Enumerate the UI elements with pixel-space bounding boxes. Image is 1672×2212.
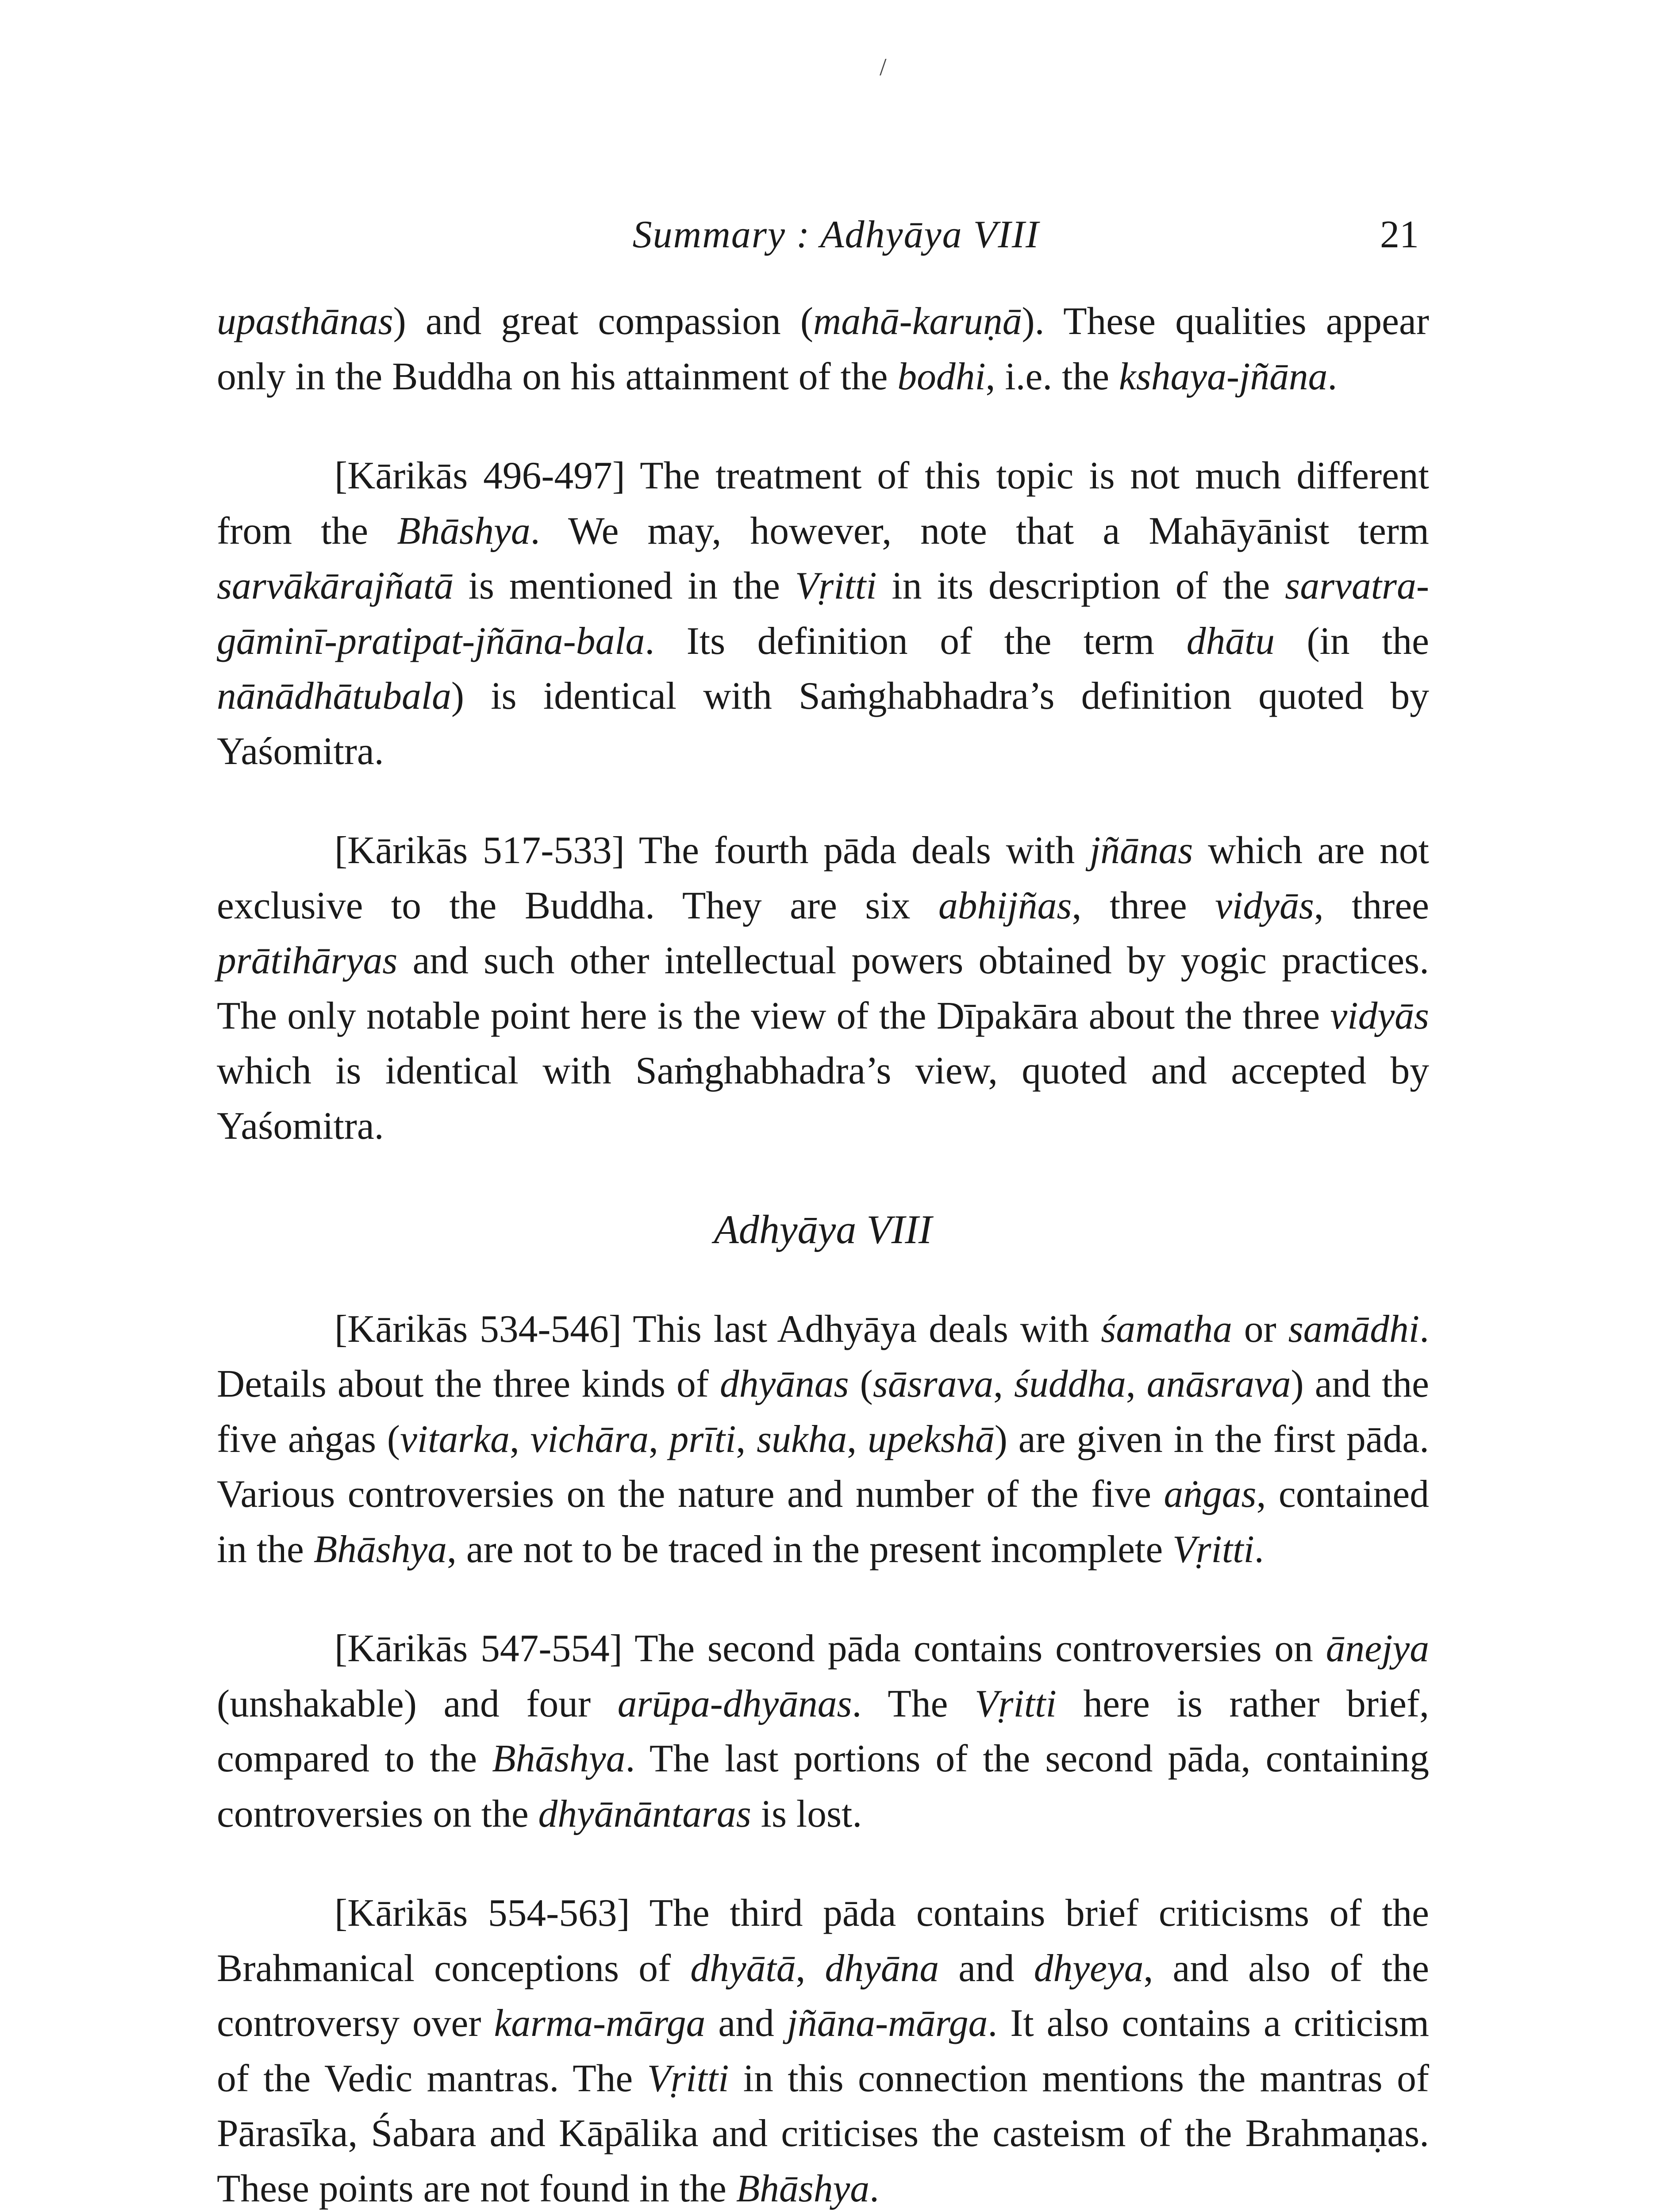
text-run: , contained in the	[217, 1472, 1429, 1571]
text-run: in its description of the	[876, 564, 1285, 607]
text-run: ,	[648, 1417, 669, 1460]
italic-term: upasthānas	[217, 300, 393, 342]
italic-term: vitarka	[400, 1417, 510, 1460]
italic-term: prīti	[669, 1417, 736, 1460]
text-run: ,	[847, 1417, 868, 1460]
text-run: .	[1327, 354, 1338, 398]
text-run: and	[705, 2001, 787, 2044]
page-number: 21	[1380, 213, 1419, 256]
text-run: . The	[852, 1682, 975, 1725]
text-run: [Kārikās 517-533] The fourth pāda deals with	[334, 829, 1090, 872]
italic-term: Vṛitti	[795, 564, 877, 607]
text-run: (	[849, 1362, 873, 1405]
italic-term: jñānas	[1089, 829, 1193, 872]
text-run: .	[869, 2166, 879, 2210]
text-run: ,	[993, 1362, 1015, 1405]
text-run: ,	[796, 1946, 825, 1989]
italic-term: abhijñas	[938, 883, 1072, 927]
italic-term: dhātu	[1186, 619, 1275, 662]
paragraph	[217, 1302, 1429, 1577]
text-run: and	[939, 1946, 1034, 1989]
stray-mark: /	[880, 54, 887, 81]
italic-term: Bhāshya	[736, 2166, 870, 2210]
text-run: , i.e. the	[985, 354, 1119, 398]
italic-term: kshaya-jñāna	[1119, 354, 1328, 398]
italic-term: Vṛitti	[1172, 1527, 1254, 1571]
italic-term: śuddha	[1014, 1362, 1126, 1405]
text-run: which is identical with Saṁghabhadra’s view, quoted and accepted by Yaśomitra.	[217, 1049, 1429, 1147]
running-header	[0, 212, 1672, 265]
text-run: , three	[1072, 883, 1215, 927]
text-run: ) are given in the first pāda. Various controversies on the nature and number of the five	[217, 1417, 1430, 1515]
italic-term: vichāra	[530, 1417, 649, 1460]
paragraph	[217, 294, 1429, 404]
text-run: ,	[736, 1417, 757, 1460]
paragraph	[217, 1621, 1429, 1841]
italic-term: Vṛitti	[647, 2056, 729, 2100]
text-run: ) and great compassion (	[393, 300, 814, 342]
italic-term: nānādhātubala	[217, 674, 451, 717]
running-title: Summary : Adhyāya VIII	[632, 213, 1040, 256]
paragraph	[217, 1886, 1429, 2212]
italic-term: karma-mārga	[494, 2001, 706, 2044]
text-run: [Kārikās 534-546] This last Adhyāya deals with	[334, 1307, 1101, 1350]
italic-term: sāsrava	[873, 1362, 994, 1405]
text-run: ,	[509, 1417, 530, 1460]
italic-term: sarvākārajñatā	[217, 564, 454, 607]
text-run: [Kārikās 496-497] The treatment of this topic is not much different from the	[217, 454, 1429, 552]
italic-term: bodhi	[897, 354, 986, 398]
text-run: .	[1254, 1527, 1264, 1571]
paragraph	[217, 448, 1429, 779]
text-run: is mentioned in the	[453, 564, 795, 607]
italic-term: Vṛitti	[975, 1682, 1057, 1725]
italic-term: dhyānas	[719, 1362, 849, 1405]
text-run: , are not to be traced in the present incomplete	[447, 1527, 1173, 1571]
text-run: ). These qualities appear only in the Buddha on his attainment of the	[217, 300, 1429, 398]
text-run: here is rather brief, compared to the	[217, 1682, 1430, 1780]
text-run: (unshakable) and four	[217, 1682, 618, 1725]
italic-term: prātihāryas	[217, 939, 398, 982]
italic-term: anāsrava	[1146, 1362, 1291, 1405]
italic-term: ānejya	[1326, 1627, 1429, 1670]
text-run: is lost.	[751, 1792, 862, 1835]
text-run: in this connection mentions the mantras of Pārasīka, Śabara and Kāpālika and criticises the casteism of the Brahmaṇas. These points are not found in the	[217, 2056, 1429, 2210]
italic-term: dhyeya	[1034, 1946, 1144, 1989]
text-run: ) and the five aṅgas (	[217, 1362, 1430, 1460]
italic-term: dhyānāntaras	[538, 1792, 751, 1835]
italic-term: sarvatra-gāminī-pratipat-jñāna-bala	[217, 564, 1429, 662]
text-run: . The last portions of the second pāda, containing controversies on the	[217, 1737, 1429, 1835]
text-run: or	[1232, 1307, 1288, 1350]
text-run: (in the	[1275, 619, 1429, 662]
text-run: . Its definition of the term	[645, 619, 1187, 662]
text-run: , and also of the controversy over	[217, 1946, 1430, 2044]
text-run: ,	[1126, 1362, 1147, 1405]
text-run: [Kārikās 554-563] The third pāda contains brief criticisms of the Brahmanical conceptions of	[217, 1891, 1429, 1989]
italic-term: aṅgas	[1164, 1472, 1257, 1515]
text-run: ) is identical with Saṁghabhadra’s definition quoted by Yaśomitra.	[217, 674, 1429, 772]
italic-term: sukha	[757, 1417, 847, 1460]
body-text	[217, 294, 1429, 2212]
italic-term: śamatha	[1101, 1307, 1232, 1350]
text-run: and such other intellectual powers obtained by yogic practices. The only notable point here is the view of the Dīpakāra about the three	[217, 939, 1429, 1037]
italic-term: vidyās	[1330, 994, 1429, 1037]
italic-term: upekshā	[867, 1417, 995, 1460]
italic-term: dhyātā	[690, 1946, 796, 1989]
paragraph	[217, 823, 1429, 1153]
italic-term: jñāna-mārga	[787, 2001, 988, 2044]
italic-term: vidyās	[1215, 883, 1314, 927]
italic-term: Bhāshya	[313, 1527, 447, 1571]
text-run: . It also contains a criticism of the Vedic mantras. The	[217, 2001, 1430, 2100]
italic-term: dhyāna	[825, 1946, 939, 1989]
section-heading: Adhyāya VIII	[714, 1207, 932, 1252]
text-run: which are not exclusive to the Buddha. They are six	[217, 829, 1429, 927]
italic-term: arūpa-dhyānas	[617, 1682, 852, 1725]
italic-term: Bhāshya	[397, 509, 530, 552]
text-run: [Kārikās 547-554] The second pāda contains controversies on	[334, 1627, 1326, 1670]
italic-term: samādhi	[1288, 1307, 1420, 1350]
italic-term: Bhāshya	[492, 1737, 626, 1780]
italic-term: mahā-karuṇā	[813, 300, 1022, 342]
text-run: , three	[1314, 883, 1430, 927]
text-run: . Details about the three kinds of	[217, 1307, 1429, 1405]
text-run: . We may, however, note that a Mahāyānist term	[530, 509, 1429, 552]
